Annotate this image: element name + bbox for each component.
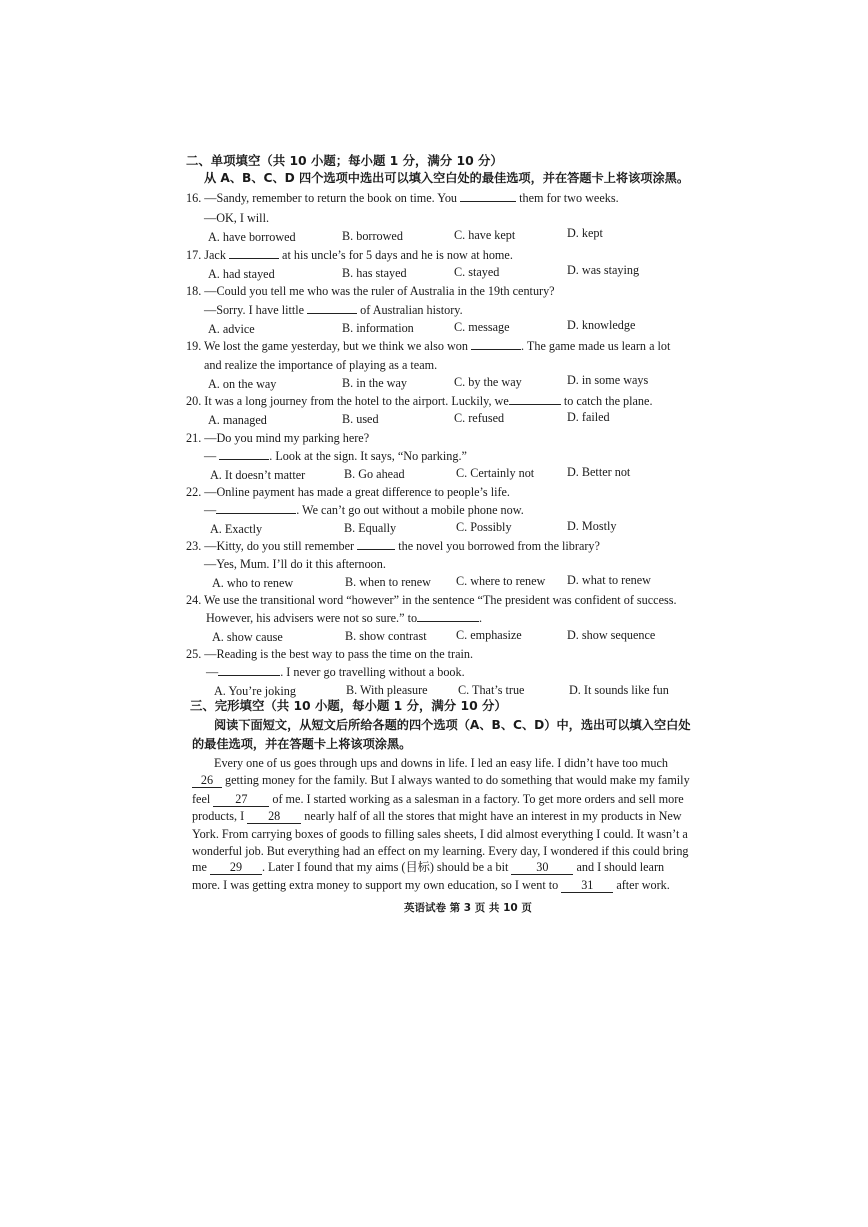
option-a: A. who to renew — [212, 576, 294, 590]
question-20 — [186, 393, 653, 409]
option-b: B. With pleasure — [346, 683, 428, 697]
answer-blank — [471, 338, 521, 350]
question-text: —Sorry. I have little — [204, 303, 305, 317]
answer-blank — [229, 247, 279, 259]
question-19 — [186, 338, 670, 354]
passage-text: feel — [192, 792, 211, 806]
option-b: B. Go ahead — [344, 467, 405, 481]
option-c: C. by the way — [454, 375, 522, 389]
option-c: C. emphasize — [456, 628, 522, 642]
option-c: C. Certainly not — [456, 466, 535, 480]
passage-text: nearly half of all the stores that might have an interest in my products in New — [304, 809, 682, 823]
option-a: A. Exactly — [210, 522, 263, 536]
section-2-instruction: 从 A、B、C、D 四个选项中选出可以填入空白处的最佳选项，并在答题卡上将该项涂黑。 — [204, 171, 690, 185]
answer-blank — [219, 448, 269, 460]
question-23 — [186, 538, 600, 554]
question-22: 22. —Online payment has made a great difference to people’s life. — [186, 485, 510, 499]
passage-line-6: wonderful job. But everything had an effect on my learning. Every day, I wondered if this could bring — [192, 844, 689, 858]
passage-line-5: York. From carrying boxes of goods to filling sales sheets, I did almost everything I could. It wasn’t a — [192, 827, 688, 841]
option-a: A. had stayed — [208, 267, 275, 281]
option-c: C. That’s true — [458, 683, 525, 697]
question-18: 18. —Could you tell me who was the ruler of Australia in the 19th century? — [186, 284, 555, 298]
question-text: — — [204, 503, 217, 517]
option-d: D. knowledge — [567, 318, 636, 332]
option-c: C. message — [454, 320, 510, 334]
answer-blank — [509, 393, 561, 405]
option-b: B. show contrast — [345, 629, 427, 643]
passage-text: and I should learn — [576, 860, 665, 874]
passage-line-3 — [192, 791, 684, 807]
section-3-instruction-cont: 的最佳选项，并在答题卡上将该项涂黑。 — [192, 737, 412, 751]
option-b: B. information — [342, 321, 414, 335]
cloze-blank: 27 — [213, 793, 269, 807]
option-a: A. It doesn’t matter — [210, 468, 306, 482]
option-b: B. Equally — [344, 521, 397, 535]
answer-blank — [307, 302, 357, 314]
question-25: 25. —Reading is the best way to pass the time on the train. — [186, 647, 474, 661]
option-d: D. It sounds like fun — [569, 683, 669, 697]
passage-line-8 — [192, 877, 670, 893]
option-b: B. in the way — [342, 376, 407, 390]
question-text: 17. Jack — [186, 248, 226, 262]
passage-text: me — [192, 860, 207, 874]
dialogue-line — [204, 448, 467, 464]
option-a: A. You’re joking — [214, 684, 296, 698]
option-a: A. on the way — [208, 377, 277, 391]
option-a: A. show cause — [212, 630, 283, 644]
option-c: C. stayed — [454, 265, 500, 279]
answer-blank — [218, 664, 280, 676]
dialogue-line — [204, 302, 463, 318]
passage-line-7 — [192, 859, 664, 875]
question-text: at his uncle’s for 5 days and he is now at home. — [282, 248, 513, 262]
option-d: D. kept — [567, 226, 603, 240]
option-b: B. borrowed — [342, 229, 403, 243]
question-text: . Look at the sign. It says, “No parking.” — [269, 449, 467, 463]
question-text: the novel you borrowed from the library? — [398, 539, 600, 553]
option-c: C. have kept — [454, 228, 516, 242]
option-d: D. Mostly — [567, 519, 617, 533]
option-a: A. have borrowed — [208, 230, 296, 244]
question-21: 21. —Do you mind my parking here? — [186, 431, 370, 445]
question-text: 20. It was a long journey from the hotel to the airport. Luckily, we — [186, 394, 509, 408]
question-text: to catch the plane. — [563, 394, 653, 408]
answer-blank — [417, 610, 479, 622]
question-text: — — [206, 665, 219, 679]
question-24: 24. We use the transitional word “however” in the sentence “The president was confident of success. — [186, 593, 677, 607]
question-text: However, his advisers were not so sure.” to — [206, 611, 418, 625]
option-d: D. Better not — [567, 465, 631, 479]
dialogue-line: —Yes, Mum. I’ll do it this afternoon. — [204, 557, 386, 571]
passage-text: getting money for the family. But I always wanted to do something that would make my family — [222, 773, 690, 787]
option-d: D. show sequence — [567, 628, 656, 642]
answer-blank — [216, 502, 296, 514]
question-text: 16. —Sandy, remember to return the book on time. You — [186, 191, 458, 205]
section-2-heading: 二、单项填空（共 10 小题；每小题 1 分，满分 10 分） — [186, 153, 503, 168]
cloze-blank: 28 — [247, 810, 301, 824]
question-text: 19. We lost the game yesterday, but we think we also won — [186, 339, 468, 353]
dialogue-line — [206, 664, 465, 680]
passage-text: more. I was getting extra money to support my own education, so I went to — [192, 878, 559, 892]
question-text: 23. —Kitty, do you still remember — [186, 539, 355, 553]
option-a: A. managed — [208, 413, 267, 427]
passage-text: after work. — [616, 878, 670, 892]
passage-text: products, I — [192, 809, 245, 823]
cloze-blank: 26 — [192, 774, 222, 788]
option-c: C. refused — [454, 411, 505, 425]
question-17 — [186, 247, 513, 263]
question-text: them for two weeks. — [519, 191, 619, 205]
question-24-cont — [206, 610, 482, 626]
question-text: . The game made us learn a lot — [521, 339, 671, 353]
option-d: D. was staying — [567, 263, 640, 277]
page-footer: 英语试卷 第 3 页 共 10 页 — [404, 902, 532, 914]
dialogue-line: —OK, I will. — [204, 211, 269, 225]
passage-line-1: Every one of us goes through ups and downs in life. I led an easy life. I didn’t have too much — [214, 756, 668, 770]
question-text: . I never go travelling without a book. — [280, 665, 465, 679]
option-d: D. failed — [567, 410, 610, 424]
option-a: A. advice — [208, 322, 255, 336]
question-text: . — [479, 611, 483, 625]
cloze-blank: 29 — [210, 861, 262, 875]
question-16 — [186, 190, 619, 206]
option-b: B. used — [342, 412, 379, 426]
question-text: . We can’t go out without a mobile phone now. — [296, 503, 524, 517]
question-text: of Australian history. — [360, 303, 463, 317]
option-b: B. has stayed — [342, 266, 407, 280]
passage-line-2 — [192, 772, 690, 788]
passage-text: . Later I found that my aims (目标) should be a bit — [261, 860, 509, 874]
question-text: — — [204, 449, 220, 463]
answer-blank — [357, 538, 395, 550]
section-3-heading: 三、完形填空（共 10 小题，每小题 1 分，满分 10 分） — [190, 698, 507, 713]
option-b: B. when to renew — [345, 575, 431, 589]
option-c: C. where to renew — [456, 574, 546, 588]
passage-text: of me. I started working as a salesman in a factory. To get more orders and sell more — [272, 792, 684, 806]
dialogue-line — [204, 502, 524, 518]
option-d: D. in some ways — [567, 373, 649, 387]
section-3-instruction: 阅读下面短文，从短文后所给各题的四个选项（A、B、C、D）中，选出可以填入空白处 — [214, 718, 691, 732]
cloze-blank: 30 — [511, 861, 573, 875]
option-d: D. what to renew — [567, 573, 651, 587]
answer-blank — [460, 190, 516, 202]
passage-line-4 — [192, 808, 682, 824]
question-19-cont: and realize the importance of playing as a team. — [204, 358, 438, 372]
cloze-blank: 31 — [561, 879, 613, 893]
option-c: C. Possibly — [456, 520, 512, 534]
